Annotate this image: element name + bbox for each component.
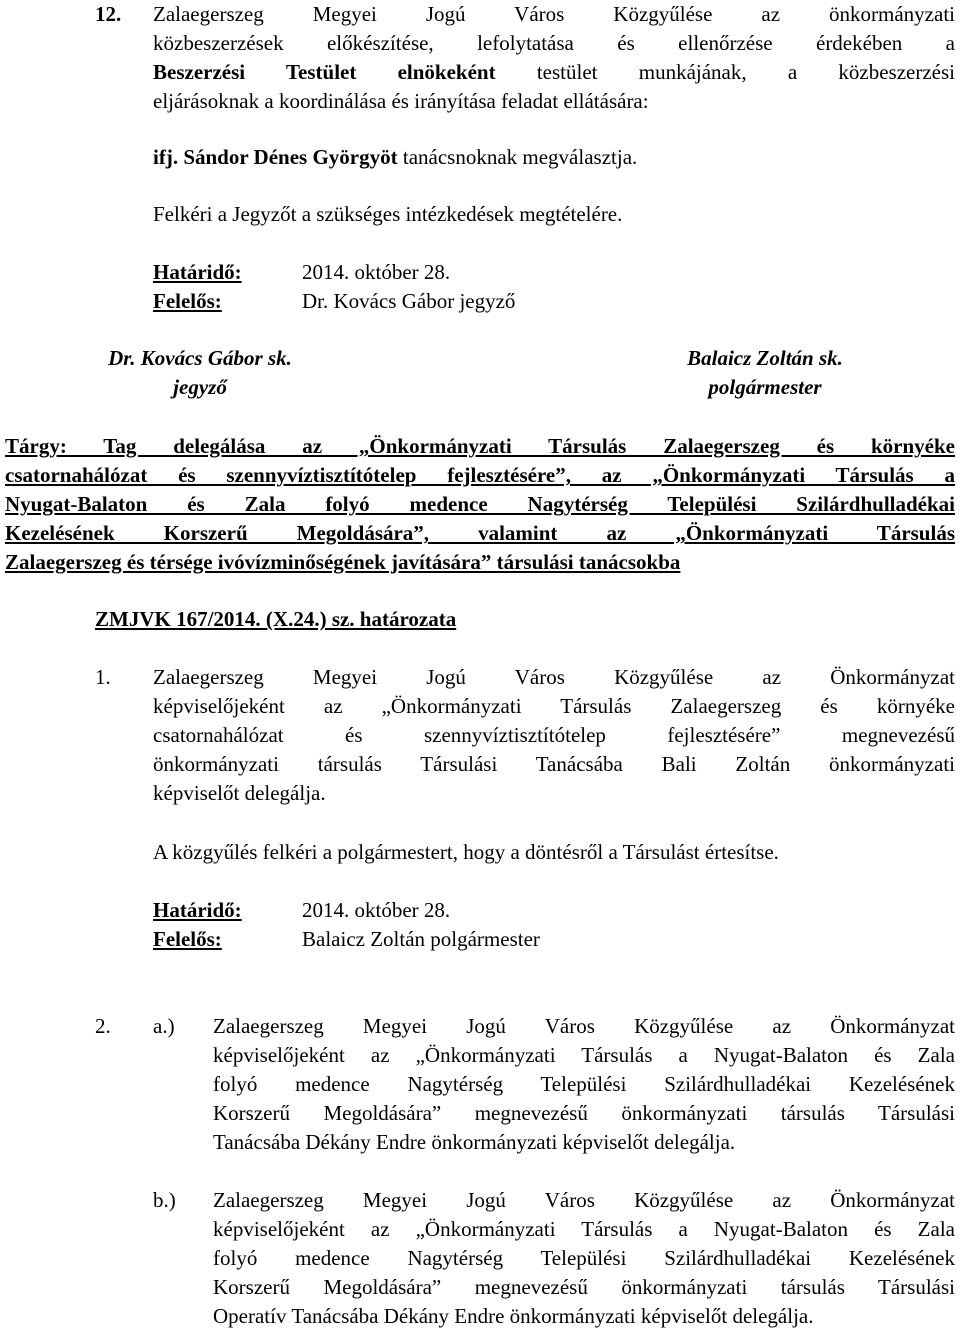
item-2a-body: [213, 1012, 955, 1157]
responsible-value: Dr. Kovács Gábor jegyző: [302, 289, 516, 313]
responsible-label: Felelős:: [153, 289, 222, 313]
subject-line-3: Nyugat-Balaton és Zala folyó medence Nagytérség Települési Szilárdhulladékai: [5, 492, 955, 516]
deadline-value: 2014. október 28.: [302, 898, 451, 922]
signature-left: [80, 344, 320, 402]
bold-phrase: Beszerzési Testület elnökeként: [153, 60, 496, 84]
subject-line-4: Kezelésének Korszerű Megoldására”, valamint az „Önkormányzati Társulás: [5, 521, 955, 545]
item-12-deadline: [153, 258, 450, 287]
item-1-line-5: képviselőt delegálja.: [153, 781, 326, 805]
responsible-value: Balaicz Zoltán polgármester: [302, 927, 540, 951]
item-2a-line-4: Korszerű Megoldására” megnevezésű önkormányzati társulás Társulási: [213, 1101, 955, 1125]
deadline-label: Határidő:: [153, 260, 242, 284]
deadline-label: Határidő:: [153, 898, 242, 922]
item-2a-line-2: képviselőjeként az „Önkormányzati Társulás a Nyugat-Balaton és Zala: [213, 1043, 955, 1067]
item-2b-line-5: Operatív Tanácsába Dékány Endre önkormányzati képviselőt delegálja.: [213, 1304, 814, 1328]
subject-block: [5, 432, 955, 577]
item-2a-line-1: Zalaegerszeg Megyei Jogú Város Közgyűlése az Önkormányzat: [213, 1014, 955, 1038]
subject-line-5: Zalaegerszeg és térsége ivóvízminőségének javítására” társulási tanácsokba: [5, 550, 681, 574]
item-12-election: [153, 143, 637, 172]
item-12-line-3-rest: testület munkájának, a közbeszerzési: [536, 60, 955, 84]
item-2-number: 2.: [95, 1014, 111, 1038]
item-1-line-4: önkormányzati társulás Társulási Tanácsába Bali Zoltán önkormányzati: [153, 752, 955, 776]
item-1-responsible: [153, 925, 540, 954]
item-12-line-4: eljárásoknak a koordinálása és irányítása feladat ellátására:: [153, 89, 649, 113]
responsible-label: Felelős:: [153, 927, 222, 951]
item-12-line-2: közbeszerzések előkészítése, lefolytatása és ellenőrzése érdekében a: [153, 31, 955, 55]
signature-left-name: Dr. Kovács Gábor sk.: [108, 346, 292, 370]
item-2a-label: a.): [153, 1014, 175, 1038]
subject-line-1: Tárgy: Tag delegálása az „Önkormányzati Társulás Zalaegerszeg és környéke: [5, 434, 955, 458]
item-12-request: Felkéri a Jegyzőt a szükséges intézkedések megtételére.: [153, 202, 623, 226]
deadline-value: 2014. október 28.: [302, 260, 451, 284]
election-text: tanácsnoknak megválasztja.: [397, 145, 638, 169]
item-2a-line-5: Tanácsába Dékány Endre önkormányzati képviselőt delegálja.: [213, 1130, 736, 1154]
item-2b-line-1: Zalaegerszeg Megyei Jogú Város Közgyűlése az Önkormányzat: [213, 1188, 955, 1212]
item-2b-body: [213, 1186, 955, 1331]
item-1-number: 1.: [95, 665, 111, 689]
item-1-body: [153, 663, 955, 808]
item-2b-line-4: Korszerű Megoldására” megnevezésű önkormányzati társulás Társulási: [213, 1275, 955, 1299]
item-12-line-1: Zalaegerszeg Megyei Jogú Város Közgyűlése az önkormányzati: [153, 2, 955, 26]
item-1-deadline: [153, 896, 450, 925]
resolution-title: ZMJVK 167/2014. (X.24.) sz. határozata: [95, 607, 457, 631]
person-name: ifj. Sándor Dénes Györgyöt: [153, 145, 398, 169]
item-2b-label: b.): [153, 1188, 176, 1212]
item-2b-line-2: képviselőjeként az „Önkormányzati Társulás a Nyugat-Balaton és Zala: [213, 1217, 955, 1241]
item-2b-line-3: folyó medence Nagytérség Települési Szilárdhulladékai Kezelésének: [213, 1246, 955, 1270]
item-12-responsible: [153, 287, 515, 316]
signature-left-title: jegyző: [173, 375, 227, 399]
item-2a-line-3: folyó medence Nagytérség Települési Szilárdhulladékai Kezelésének: [213, 1072, 955, 1096]
item-1-line-2: képviselőjeként az „Önkormányzati Társulás Zalaegerszeg és környéke: [153, 694, 955, 718]
item-1-line-3: csatornahálózat és szennyvíztisztítótelep fejlesztésére” megnevezésű: [153, 723, 955, 747]
item-12-body: [153, 0, 955, 116]
item-12-number: 12.: [95, 2, 122, 26]
item-12-line-3: [153, 58, 955, 87]
signature-right: [640, 344, 890, 402]
item-1-line-1: Zalaegerszeg Megyei Jogú Város Közgyűlése az Önkormányzat: [153, 665, 955, 689]
signature-right-name: Balaicz Zoltán sk.: [687, 346, 843, 370]
signature-right-title: polgármester: [708, 375, 822, 399]
subject-line-2: csatornahálózat és szennyvíztisztítótelep fejlesztésére”, az „Önkormányzati Társulás a: [5, 463, 955, 487]
item-1-request: A közgyűlés felkéri a polgármestert, hogy a döntésről a Társulást értesítse.: [153, 840, 779, 864]
